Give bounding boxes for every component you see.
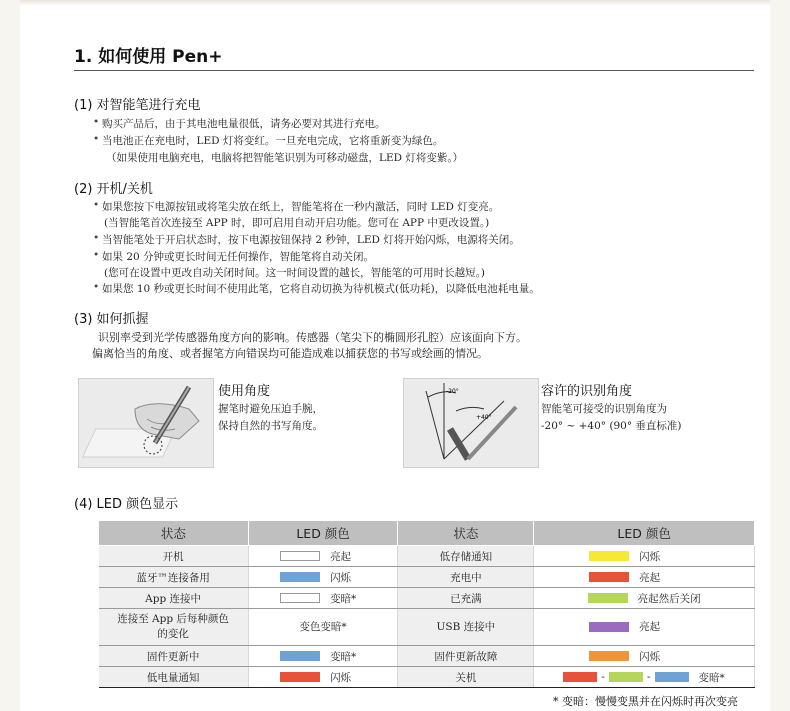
grip-paragraph-2: 偏离恰当的角度、或者握笔方向错误均可能造成难以捕获您的书写或绘画的情况。: [92, 347, 488, 360]
purple-swatch: [589, 622, 629, 632]
power-line-6: • 如果您 10 秒或更长时间不使用此笔，它将自动切换为待机模式(低功耗)，以降低电池耗电量。: [102, 281, 540, 296]
led-behavior: 变暗*: [330, 592, 357, 605]
table-row: [99, 588, 755, 609]
section-led-title: (4) LED 颜色显示: [74, 497, 179, 512]
led-behavior: 亮起然后关闭: [637, 592, 701, 605]
table-row: [99, 546, 755, 567]
led-behavior: 闪烁: [330, 571, 352, 584]
hand-holding-pen-icon: [79, 379, 213, 467]
power-line-3: • 当智能笔处于开启状态时，按下电源按钮保持 2 秒钟，LED 灯将开始闪烁，电源将关闭。: [102, 232, 520, 247]
table-row: [99, 667, 755, 688]
led-cell: [534, 667, 755, 688]
status-cell: 低存储通知: [398, 546, 534, 567]
grip-panel-title: 使用角度: [218, 384, 271, 399]
dash-separator: -: [601, 671, 605, 683]
status-cell: 固件更新中: [99, 646, 249, 667]
angle-panel-line-1: 智能笔可接受的识别角度为: [541, 403, 667, 415]
power-line-2: (当智能笔首次连接至 APP 时，即可启用自动开启功能。您可在 APP 中更改设置。): [104, 217, 490, 229]
footnote: * 变暗：慢慢变黑并在闪烁时再次变亮: [553, 695, 738, 708]
led-cell: [248, 588, 398, 609]
red-swatch: [280, 672, 320, 682]
led-cell: [534, 567, 755, 588]
led-cell: [248, 567, 398, 588]
blue-swatch: [655, 672, 689, 682]
angle-plus-label: +40°: [476, 414, 492, 421]
led-behavior: 闪烁: [639, 550, 661, 563]
grip-panel-line-2: 保持自然的书写角度。: [218, 420, 323, 432]
led-cell: [534, 588, 755, 609]
led-behavior: 闪烁: [639, 650, 661, 663]
angle-panel-border: [403, 467, 539, 468]
status-cell: 蓝牙™连接备用: [99, 567, 249, 588]
led-cell: [248, 667, 398, 688]
section-power-title: (2) 开机/关机: [74, 182, 153, 197]
status-line-2: 的变化: [157, 628, 189, 640]
manual-page: [20, 0, 770, 711]
led-color-table: [98, 520, 755, 688]
header-status-left: 状态: [99, 521, 249, 546]
section-grip-title: (3) 如何抓握: [74, 312, 149, 327]
header-led-right: LED 颜色: [534, 521, 755, 546]
led-behavior: 闪烁: [330, 671, 352, 684]
green-swatch: [609, 672, 643, 682]
angle-minus-label: -20°: [446, 388, 459, 395]
led-behavior: 亮起: [330, 550, 352, 563]
table-row: [99, 567, 755, 588]
section-charging-title: (1) 对智能笔进行充电: [74, 98, 201, 113]
status-cell: 低电量通知: [99, 667, 249, 688]
grip-panel-line-1: 握笔时避免压迫手腕，: [218, 403, 323, 415]
header-status-right: 状态: [398, 521, 534, 546]
status-cell: 固件更新故障: [398, 646, 534, 667]
led-cell: [248, 546, 398, 567]
status-cell: App 连接中: [99, 588, 249, 609]
status-cell: 充电中: [398, 567, 534, 588]
red-swatch: [563, 672, 597, 682]
power-line-4: • 如果 20 分钟或更长时间无任何操作，智能笔将自动关闭。: [102, 249, 374, 264]
orange-swatch: [589, 651, 629, 661]
grip-paragraph-1: 识别率受到光学传感器角度方向的影响。传感器（笔尖下的椭圆形孔腔）应该面向下方。: [98, 331, 527, 344]
page-title: 1. 如何使用 Pen+: [74, 47, 223, 67]
led-cell: 变色变暗*: [248, 609, 398, 646]
led-behavior: 亮起: [639, 571, 661, 584]
top-strip: [20, 0, 770, 6]
red-swatch: [589, 572, 629, 582]
led-behavior: 亮起: [639, 620, 661, 633]
power-line-5: (您可在设置中更改自动关闭时间。这一时间设置的越长，智能笔的可用时长越短。): [104, 267, 485, 279]
led-cell: [534, 646, 755, 667]
led-behavior: 变暗*: [330, 650, 357, 663]
white-swatch: [280, 593, 320, 603]
angle-panel-title: 容许的识别角度: [541, 384, 633, 399]
charging-line-3: （如果使用电脑充电，电脑将把智能笔识别为可移动磁盘，LED 灯将变紫。）: [106, 152, 464, 164]
blue-swatch: [280, 572, 320, 582]
angle-panel-line-2: -20° ~ +40° (90° 垂直标准): [541, 420, 682, 432]
status-cell: [99, 609, 249, 646]
charging-line-1: • 购买产品后，由于其电池电量很低，请务必要对其进行充电。: [102, 116, 386, 131]
status-cell: 已充满: [398, 588, 534, 609]
status-line-1: 连接至 App 后每种颜色: [117, 613, 229, 625]
led-cell: [534, 609, 755, 646]
blue-swatch: [280, 651, 320, 661]
led-behavior: 变暗*: [698, 671, 725, 684]
grip-panel-border: [78, 467, 214, 468]
title-rule: [74, 70, 754, 71]
pen-angle-diagram-icon: [404, 379, 538, 467]
angle-illustration-panel: [403, 378, 539, 468]
yellow-swatch: [589, 551, 629, 561]
led-cell: [248, 646, 398, 667]
status-cell: 关机: [398, 667, 534, 688]
table-row: [99, 609, 755, 646]
charging-line-2: • 当电池正在充电时，LED 灯将变红。一旦充电完成，它将重新变为绿色。: [102, 133, 443, 148]
header-led-left: LED 颜色: [248, 521, 398, 546]
white-swatch: [280, 551, 320, 561]
green-swatch: [588, 593, 628, 603]
dash-separator: -: [646, 671, 651, 683]
led-cell: [534, 546, 755, 567]
status-cell: USB 连接中: [398, 609, 534, 646]
table-header-row: [99, 521, 755, 546]
table-row: [99, 646, 755, 667]
power-line-1: • 如果您按下电源按钮或将笔尖放在纸上，智能笔将在一秒内激活，同时 LED 灯变亮。: [102, 199, 499, 214]
grip-illustration-panel: [78, 378, 214, 468]
status-cell: 开机: [99, 546, 249, 567]
